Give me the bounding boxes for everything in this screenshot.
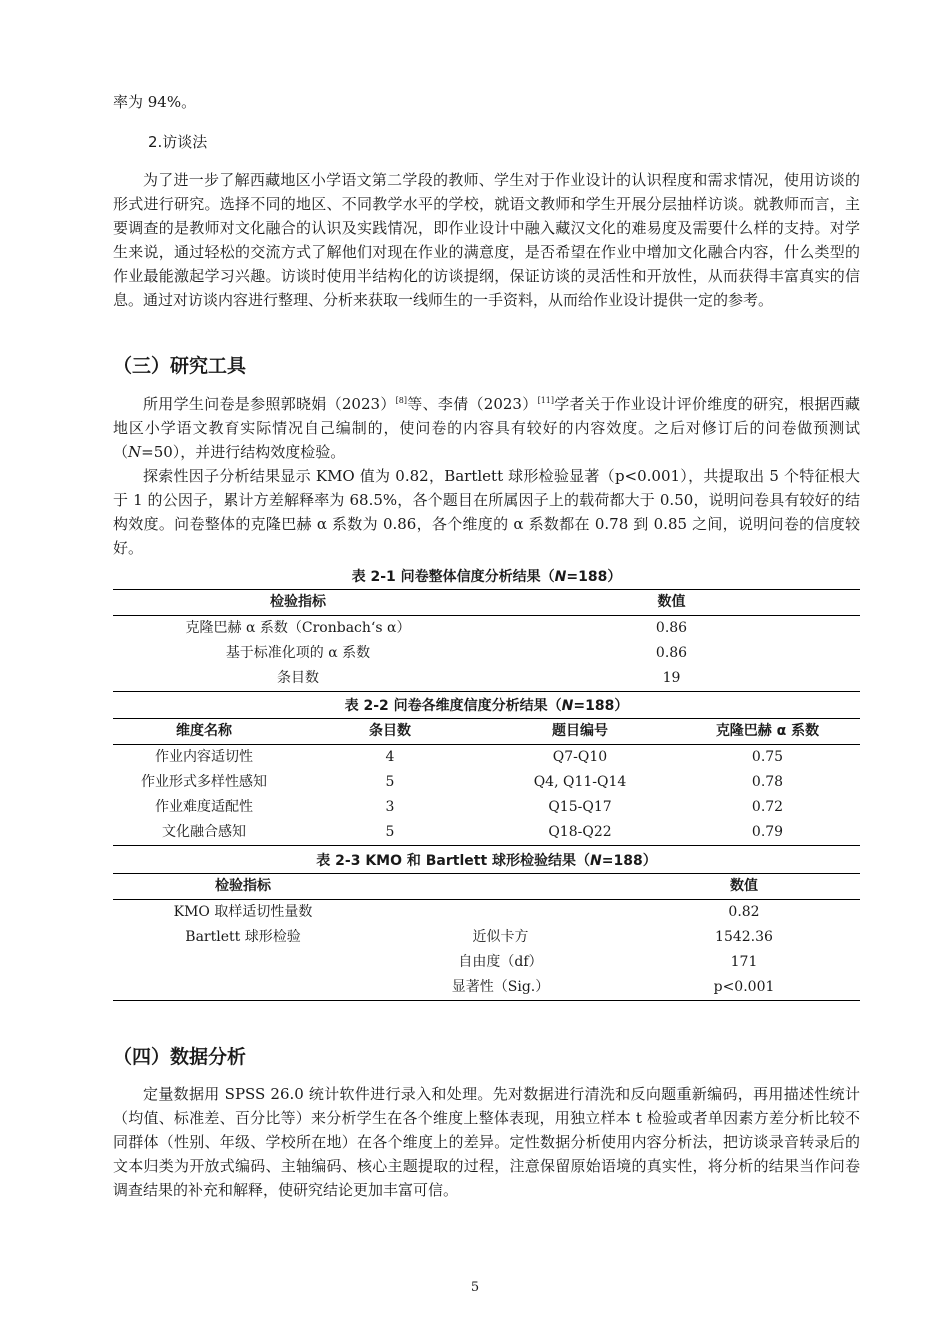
table-row [113,795,860,820]
table-row [113,820,860,846]
table-cell: Q18-Q22 [548,824,612,840]
interview-heading: 2.访谈法 [148,133,208,151]
table-cell: 0.72 [751,799,784,815]
table-cell: 自由度（df） [458,954,543,970]
table-cell: 3 [385,799,395,815]
reference-11: [11] [537,396,554,405]
analysis-paragraph: 定量数据用 SPSS 26.0 统计软件进行录入和处理。先对数据进行清洗和反向题重新编码，再用描述性统计（均值、标准差、百分比等）来分析学生在各个维度上整体表现，用独立样本 t 检验或者单因素方差分析比较不同群体（性别、年级、学校所在地）在各个维度上的差异。定性数据分析使用内容分析法，把访谈录音转录后的文本归类为开放式编码、主轴编码、核心主题提取的过程，注意保留原始语境的真实性，将分析的结果当作问卷调查结果的补充和解释，使研究结论更加丰富可信。 [113,1085,860,1199]
table-cell: 171 [730,954,758,970]
table-cell: 克隆巴赫 α 系数（Cronbach‘s α） [185,620,411,636]
table-2-3-header-indicator: 检验指标 [113,874,373,900]
table-2-1-header-indicator: 检验指标 [113,590,483,616]
sample-size-symbol: N [128,443,142,461]
table-2-3-header-value: 数值 [628,874,860,900]
reference-8: [8] [395,396,407,405]
table-cell: Bartlett 球形检验 [185,929,301,945]
table-row [113,770,860,795]
table-cell: 作业形式多样性感知 [141,774,267,790]
table-cell: 0.82 [728,904,760,920]
table-cell: 0.79 [751,824,784,840]
table-2-3-header-sub [373,874,628,900]
analysis-heading: （四）数据分析 [113,1046,247,1068]
table-cell: Q7-Q10 [552,749,608,765]
tools-p1-text-b: 等、李倩（2023） [407,395,538,413]
table-cell: 近似卡方 [472,929,529,945]
table-2-1-caption: 表 2-1 问卷整体信度分析结果（N=188） [351,569,622,585]
table-cell: 作业难度适配性 [155,799,253,815]
tools-p1-text-a: 所用学生问卷是参照郭晓娟（2023） [143,395,396,413]
table-2-2-header-count: 条目数 [295,719,485,745]
table-cell [113,950,373,975]
table-cell: 作业内容适切性 [155,749,253,765]
table-row [113,975,860,1001]
table-2-3 [113,849,860,1001]
table-2-2-caption: 表 2-2 问卷各维度信度分析结果（N=188） [344,698,629,714]
tools-p1-text-c: 学者关于作业设计评价维度的研究，根据西藏地区小学语文教育实际情况自己编制的，使问卷的内容具有较好的内容效度。之后对修订后的问卷做预测试（ [113,395,860,461]
table-cell: p<0.001 [713,979,775,995]
table-cell [373,900,628,926]
tools-paragraph-1 [113,392,860,464]
table-row [113,616,860,642]
table-cell: 19 [662,670,681,686]
table-2-2 [113,694,860,846]
table-cell: Q15-Q17 [548,799,612,815]
table-row [113,666,860,692]
table-cell: 显著性（Sig.） [451,979,550,995]
table-row [113,925,860,950]
interview-paragraph: 为了进一步了解西藏地区小学语文第二学段的教师、学生对于作业设计的认识程度和需求情况，使用访谈的形式进行研究。选择不同的地区、不同教学水平的学校，就语文教师和学生开展分层抽样访谈。就教师而言，主要调查的是教师对文化融合的认识及实践情况，即作业设计中融入藏汉文化的难易度及需要什么样的支持。对学生来说，通过轻松的交流方式了解他们对现在作业的满意度，是否希望在作业中增加文化融合内容，什么类型的作业最能激起学习兴趣。访谈时使用半结构化的访谈提纲，保证访谈的灵活性和开放性，从而获得丰富真实的信息。通过对访谈内容进行整理、分析来获取一线师生的一手资料，从而给作业设计提供一定的参考。 [113,171,860,309]
table-cell [113,975,373,1001]
table-cell: 条目数 [277,670,319,686]
table-2-2-header-alpha: 克隆巴赫 α 系数 [675,719,860,745]
table-cell: 0.75 [751,749,784,765]
table-2-1 [113,565,860,692]
table-cell: 5 [385,824,395,840]
table-2-2-header-items: 题目编号 [485,719,675,745]
tools-p1-text-d: =50），并进行结构效度检验。 [141,443,346,461]
tools-heading: （三）研究工具 [113,355,247,377]
intro-tail: 率为 94%。 [113,93,197,111]
table-cell: 4 [385,749,395,765]
table-2-3-caption: 表 2-3 KMO 和 Bartlett 球形检验结果（N=188） [316,853,657,869]
table-cell: 5 [385,774,395,790]
table-row [113,950,860,975]
table-2-2-header-dimension: 维度名称 [113,719,295,745]
table-row [113,900,860,926]
table-cell: 0.86 [655,645,688,661]
table-cell: 1542.36 [715,929,773,945]
table-cell: 基于标准化项的 α 系数 [225,645,371,661]
page-number: 5 [470,1280,480,1295]
table-row [113,745,860,771]
table-cell: 0.78 [751,774,784,790]
table-cell: Q4, Q11-Q14 [533,774,627,790]
table-cell: 文化融合感知 [162,824,246,840]
table-2-1-header-value: 数值 [483,590,860,616]
table-row [113,641,860,666]
table-cell: KMO 取样适切性量数 [173,904,313,920]
tools-paragraph-2: 探索性因子分析结果显示 KMO 值为 0.82，Bartlett 球形检验显著（p<0.001），共提取出 5 个特征根大于 1 的公因子，累计方差解释率为 68.5%，各个题目在所属因子上的载荷都大于 0.50，说明问卷具有较好的结构效度。问卷整体的克隆巴赫 α 系数为 0.86，各个维度的 α 系数都在 0.78 到 0.85 之间，说明问卷的信度较好。 [113,467,860,557]
table-cell: 0.86 [655,620,688,636]
